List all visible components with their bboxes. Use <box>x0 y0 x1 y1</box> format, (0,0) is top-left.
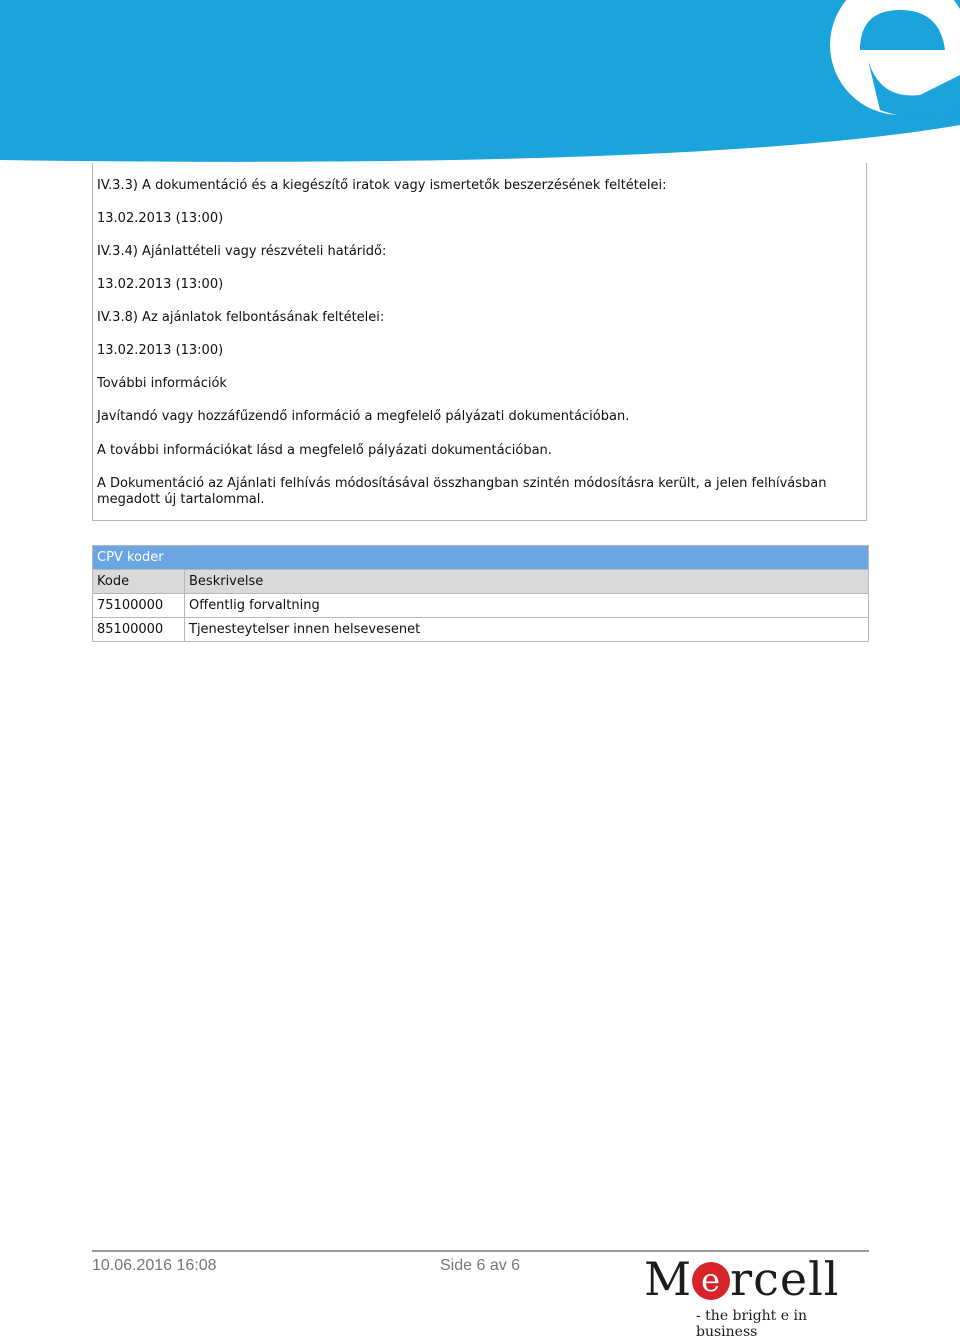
paragraph: A további információkat lásd a megfelelő pályázati dokumentációban. <box>97 443 552 458</box>
section-heading: IV.3.8) Az ajánlatok felbontásának feltételei: <box>97 310 385 325</box>
header-banner <box>0 0 960 165</box>
cpv-table-header-row <box>93 570 869 594</box>
date-value: 13.02.2013 (13:00) <box>97 343 224 358</box>
paragraph: Javítandó vagy hozzáfűzendő információ a megfelelő pályázati dokumentációban. <box>97 409 630 424</box>
table-row <box>93 618 869 642</box>
cpv-code-cell: 85100000 <box>93 618 185 642</box>
cpv-description-cell: Tjenesteytelser innen helsevesenet <box>185 618 869 642</box>
cpv-table-title: CPV koder <box>93 546 869 570</box>
date-value: 13.02.2013 (13:00) <box>97 211 224 226</box>
column-header-code: Kode <box>93 570 185 594</box>
logo-tagline: - the bright e in business <box>696 1308 807 1340</box>
logo-wordmark: M e rcell <box>644 1252 840 1306</box>
cpv-table-title-row <box>93 546 869 570</box>
section-heading: IV.3.4) Ajánlattételi vagy részvételi határidő: <box>97 244 387 259</box>
cpv-code-cell: 75100000 <box>93 594 185 618</box>
date-value: 13.02.2013 (13:00) <box>97 277 224 292</box>
mercell-logo <box>640 1252 870 1340</box>
paragraph: A Dokumentáció az Ajánlati felhívás módosításával összhangban szintén módosításra került, a jelen felhívásban megadott új tartalommal. <box>97 476 827 507</box>
cpv-description-cell: Offentlig forvaltning <box>185 594 869 618</box>
footer-timestamp: 10.06.2016 16:08 <box>92 1257 217 1274</box>
footer-page-number: Side 6 av 6 <box>440 1257 521 1274</box>
logo-e-icon: e <box>692 1262 730 1300</box>
section-heading: További információk <box>97 376 227 391</box>
column-header-description: Beskrivelse <box>185 570 869 594</box>
cpv-table <box>92 545 869 642</box>
table-row <box>93 594 869 618</box>
section-heading: IV.3.3) A dokumentáció és a kiegészítő iratok vagy ismertetők beszerzésének feltételei: <box>97 178 667 193</box>
